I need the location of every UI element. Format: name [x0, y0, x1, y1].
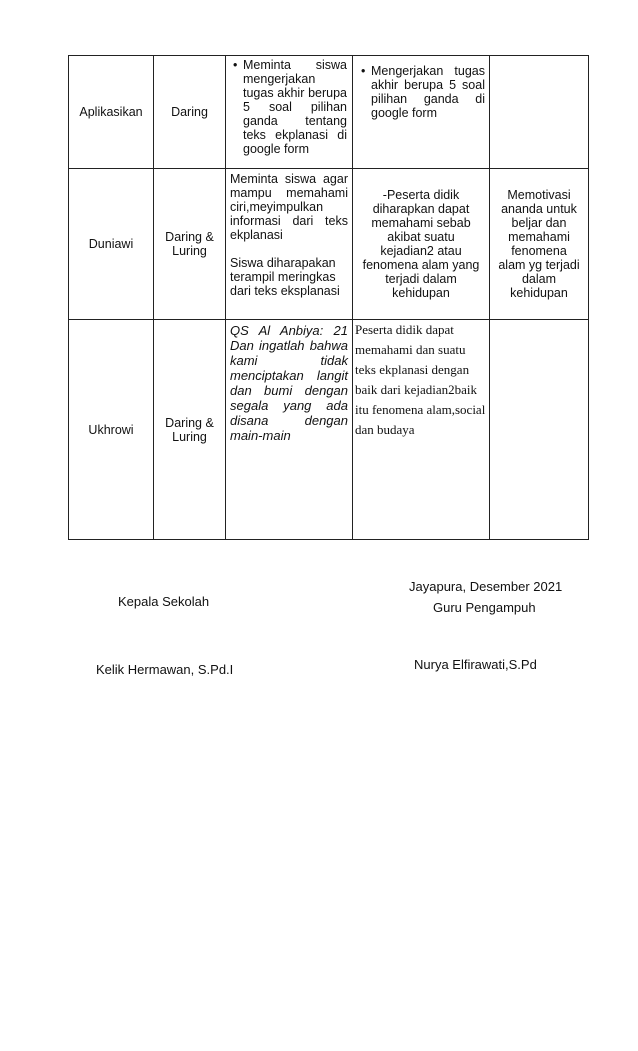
result-text: Peserta didik dapat memahami dan suatu teks ekplanasi dengan baik dari kejadian2baik itu fenomena alam,social dan budaya [355, 322, 486, 437]
aspect-label: Aplikasikan [79, 105, 143, 119]
method-cell [154, 56, 226, 169]
result-cell [353, 56, 490, 169]
table-row [69, 56, 589, 169]
activity-cell [226, 169, 353, 320]
result-bullet: • Mengerjakan tugas akhir berupa 5 soal pilihan ganda di google form [359, 64, 485, 120]
value-text: Memotivasi ananda untuk beljar dan memahami fenomena alam yg terjadi dalam kehidupan [498, 188, 580, 300]
aspect-cell [69, 56, 154, 169]
method-cell [154, 169, 226, 320]
value-cell [490, 56, 589, 169]
method-label: Daring & Luring [165, 415, 214, 444]
activity-cell [226, 320, 353, 540]
principal-title: Kepala Sekolah [118, 594, 210, 609]
lesson-plan-table [68, 55, 589, 540]
value-cell [490, 169, 589, 320]
activity-paragraph: Meminta siswa agar mampu memahami ciri,meyimpulkan informasi dari teks ekplanasi [230, 172, 348, 242]
method-label: Daring [171, 105, 208, 119]
aspect-label: Duniawi [88, 237, 134, 251]
principal-name: Kelik Hermawan, S.Pd.I [96, 662, 234, 677]
method-label: Daring & Luring [165, 230, 214, 258]
aspect-cell [69, 169, 154, 320]
result-cell [353, 169, 490, 320]
quran-verse-text: QS Al Anbiya: 21 Dan ingatlah bahwa kami tidak menciptakan langit dan bumi dengan segala yang ada disana dengan main-main [230, 323, 348, 443]
place-date: Jayapura, Desember 2021 [409, 579, 563, 594]
table-row [69, 169, 589, 320]
teacher-title: Guru Pengampuh [433, 600, 536, 615]
aspect-label: Ukhrowi [88, 422, 134, 437]
activity-paragraph: Siswa diharapakan terampil meringkas dari teks eksplanasi [230, 256, 340, 298]
method-cell [154, 320, 226, 540]
teacher-name: Nurya Elfirawati,S.Pd [414, 657, 537, 672]
table-row [69, 320, 589, 540]
value-cell [490, 320, 589, 540]
result-text: -Peserta didik diharapkan dapat memahami sebab akibat suatu kejadian2 atau fenomena alam yang terjadi dalam kehidupan [362, 188, 480, 300]
activity-bullet: • Meminta siswa mengerjakan tugas akhir berupa 5 soal pilihan ganda tentang teks ekplanasi di google form [231, 58, 347, 156]
activity-cell [226, 56, 353, 169]
aspect-cell [69, 320, 154, 540]
result-cell [353, 320, 490, 540]
